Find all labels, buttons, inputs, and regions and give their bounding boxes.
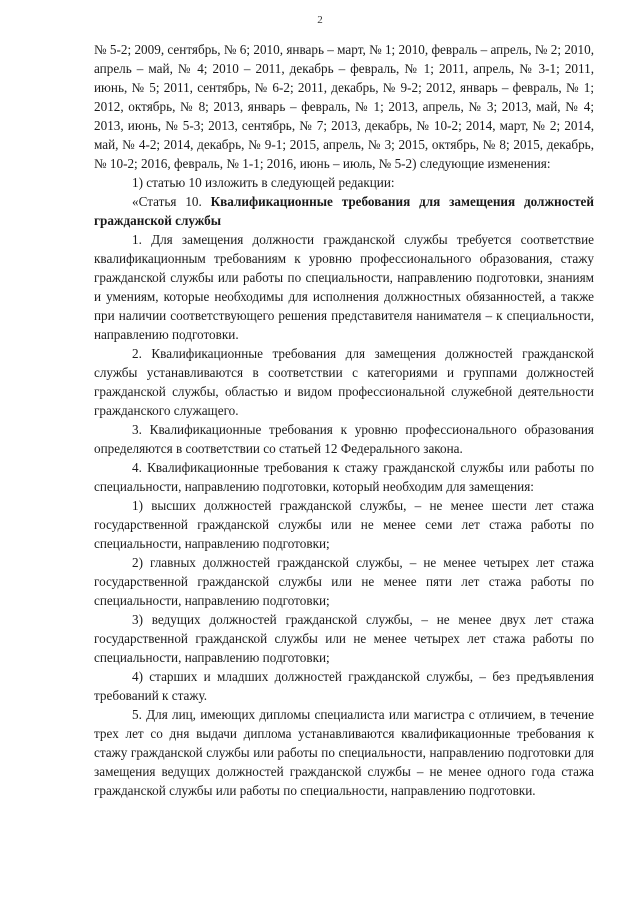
paragraph-amendment-list: № 5-2; 2009, сентябрь, № 6; 2010, январь – март, № 1; 2010, февраль – апрель, № 2; 2010, апрель – май, № 4; 2010 – 2011, декабрь – февраль, № 1; 2011, апрель, № 3-1; 2011, июнь, № 5; 2011, сентябрь, № 6-2; 2011, декабрь, № 9-2; 2012, январь – февраль, № 1; 2012, октябрь, № 8; 2013, январь – февраль, № 1; 2013, апрель, № 3; 2013, май, № 4; 2013, июнь, № 5-3; 2013, сентябрь, № 7; 2013, декабрь, № 10-2; 2014, март, № 2; 2014, май, № 4-2; 2014, декабрь, № 9-1; 2015, апрель, № 3; 2015, октябрь, № 8; 2015, декабрь, № 10-2; 2016, февраль, № 1-1; 2016, июнь – июль, № 5-2) следующие изменения: [94,42,594,171]
article-prefix: «Статья 10. [132,194,211,209]
paragraph-subclause-2: 2) главных должностей гражданской службы, – не менее четырех лет стажа государственной гражданской службы или не менее пяти лет стажа работы по специальности, направлению подготовки; [94,555,594,608]
paragraph-clause-2: 2. Квалификационные требования для замещения должностей гражданской службы устанавливаются в соответствии с категориями и группами должностей гражданской службы, областью и видом профессиональной служебной деятельности гражданского служащего. [94,346,594,418]
document-body [94,40,594,800]
paragraph-subclause-4: 4) старших и младших должностей гражданской службы, – без предъявления требований к стажу. [94,669,594,703]
paragraph-clause-4: 4. Квалификационные требования к стажу гражданской службы или работы по специальности, направлению подготовки, который необходим для замещения: [94,460,594,494]
paragraph-clause-5: 5. Для лиц, имеющих дипломы специалиста или магистра с отличием, в течение трех лет со дня выдачи диплома устанавливаются квалификационные требования к стажу гражданской службы или работы по специальности, направлению подготовки для замещения ведущих должностей гражданской службы – не менее одного года стажа гражданской службы или работы по специальности, направлению подготовки. [94,707,594,798]
paragraph-subclause-3: 3) ведущих должностей гражданской службы, – не менее двух лет стажа государственной гражданской службы или не менее четырех лет стажа работы по специальности, направлению подготовки; [94,612,594,665]
page-number: 2 [317,14,323,26]
paragraph-clause-3: 3. Квалификационные требования к уровню профессионального образования определяются в соответствии со статьей 12 Федерального закона. [94,422,594,456]
article-heading [94,192,594,230]
paragraph-clause-1: 1. Для замещения должности гражданской службы требуется соответствие квалификационным требованиям к уровню профессионального образования, стажу гражданской службы или работы по специальности, направлению подготовки, знаниям и умениям, которые необходимы для исполнения должностных обязанностей, а также при наличии соответствующего решения представителя нанимателя – к специальности, направлению подготовки. [94,232,594,342]
article-title: Квалификационные требования для замещения должностей гражданской службы [94,194,594,228]
paragraph-item-1: 1) статью 10 изложить в следующей редакции: [132,175,395,190]
paragraph-subclause-1: 1) высших должностей гражданской службы, – не менее шести лет стажа государственной гражданской службы или не менее семи лет стажа работы по специальности, направлению подготовки; [94,498,594,551]
